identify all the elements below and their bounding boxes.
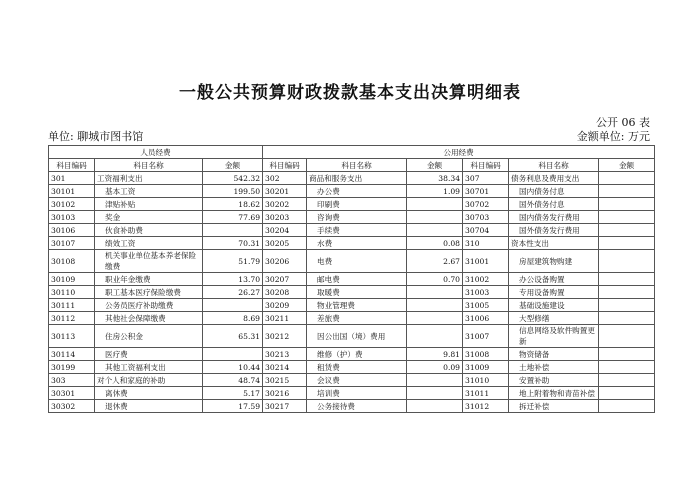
item-code-cell: 30108 (49, 250, 95, 273)
amount-cell: 0.08 (407, 237, 463, 250)
amount-cell (599, 211, 655, 224)
group-header-row (49, 146, 655, 159)
item-code-cell: 301 (49, 172, 95, 185)
item-name-cell: 信息网络及软件购置更新 (509, 325, 599, 348)
item-code-cell: 31008 (463, 348, 509, 361)
amount-cell (599, 348, 655, 361)
item-name-cell: 差旅费 (307, 312, 407, 325)
amount-cell (599, 374, 655, 387)
item-name-cell: 邮电费 (307, 273, 407, 286)
amount-cell: 17.59 (203, 400, 263, 413)
item-name-cell: 办公设备购置 (509, 273, 599, 286)
item-code-cell: 30208 (263, 286, 307, 299)
column-header-row (49, 159, 655, 172)
item-code-cell: 31012 (463, 400, 509, 413)
amount-cell (407, 224, 463, 237)
amount-cell (599, 185, 655, 198)
item-name-cell: 职工基本医疗保险缴费 (95, 286, 203, 299)
item-name-cell: 住房公积金 (95, 325, 203, 348)
item-code-cell: 31009 (463, 361, 509, 374)
item-name-cell: 咨询费 (307, 211, 407, 224)
col-header-amount: 金额 (203, 159, 263, 172)
item-code-cell: 30106 (49, 224, 95, 237)
amount-cell (407, 299, 463, 312)
item-code-cell: 30203 (263, 211, 307, 224)
table-row (49, 250, 655, 273)
item-name-cell: 其他工资福利支出 (95, 361, 203, 374)
amount-cell (599, 250, 655, 273)
col-header-code: 科目编码 (263, 159, 307, 172)
item-code-cell: 30109 (49, 273, 95, 286)
item-code-cell: 31010 (463, 374, 509, 387)
item-name-cell: 水费 (307, 237, 407, 250)
item-name-cell: 资本性支出 (509, 237, 599, 250)
amount-cell: 70.31 (203, 237, 263, 250)
amount-cell (407, 400, 463, 413)
amount-cell: 13.70 (203, 273, 263, 286)
item-name-cell: 租赁费 (307, 361, 407, 374)
item-code-cell: 30107 (49, 237, 95, 250)
item-name-cell: 土地补偿 (509, 361, 599, 374)
item-code-cell: 30703 (463, 211, 509, 224)
amount-cell (203, 299, 263, 312)
amount-cell (599, 224, 655, 237)
item-name-cell: 地上附着物和青苗补偿 (509, 387, 599, 400)
item-code-cell: 30215 (263, 374, 307, 387)
item-name-cell: 伙食补助费 (95, 224, 203, 237)
amount-cell (599, 325, 655, 348)
item-name-cell: 大型修缮 (509, 312, 599, 325)
item-name-cell: 公务接待费 (307, 400, 407, 413)
item-name-cell: 商品和服务支出 (307, 172, 407, 185)
item-code-cell: 302 (263, 172, 307, 185)
item-code-cell: 30216 (263, 387, 307, 400)
item-code-cell: 30211 (263, 312, 307, 325)
item-code-cell: 31007 (463, 325, 509, 348)
item-name-cell: 对个人和家庭的补助 (95, 374, 203, 387)
item-name-cell: 国内债务发行费用 (509, 211, 599, 224)
amount-cell (599, 299, 655, 312)
amount-cell: 38.34 (407, 172, 463, 185)
report-title: 一般公共预算财政拨款基本支出决算明细表 (179, 83, 521, 103)
item-name-cell: 机关事业单位基本养老保险缴费 (95, 250, 203, 273)
amount-cell: 1.09 (407, 185, 463, 198)
item-name-cell: 绩效工资 (95, 237, 203, 250)
item-code-cell: 30101 (49, 185, 95, 198)
item-code-cell: 31005 (463, 299, 509, 312)
item-name-cell: 物业管理费 (307, 299, 407, 312)
amount-cell (599, 273, 655, 286)
item-code-cell: 30206 (263, 250, 307, 273)
item-code-cell: 30301 (49, 387, 95, 400)
amount-cell: 0.09 (407, 361, 463, 374)
amount-cell (599, 198, 655, 211)
item-name-cell: 医疗费 (95, 348, 203, 361)
col-header-name: 科目名称 (307, 159, 407, 172)
item-name-cell: 培训费 (307, 387, 407, 400)
item-name-cell: 基本工资 (95, 185, 203, 198)
amount-cell (599, 312, 655, 325)
item-code-cell: 30199 (49, 361, 95, 374)
table-row (49, 400, 655, 413)
item-code-cell: 30102 (49, 198, 95, 211)
item-code-cell: 30702 (463, 198, 509, 211)
public-expense-header: 公用经费 (263, 146, 655, 159)
table-row (49, 325, 655, 348)
table-row (49, 387, 655, 400)
amount-cell (599, 400, 655, 413)
item-code-cell: 30207 (263, 273, 307, 286)
col-header-code: 科目编码 (49, 159, 95, 172)
table-row (49, 224, 655, 237)
item-code-cell: 30209 (263, 299, 307, 312)
item-name-cell: 房屋建筑物购建 (509, 250, 599, 273)
item-name-cell: 奖金 (95, 211, 203, 224)
item-code-cell: 30201 (263, 185, 307, 198)
item-name-cell: 公务员医疗补助缴费 (95, 299, 203, 312)
item-name-cell: 拆迁补偿 (509, 400, 599, 413)
amount-cell (599, 361, 655, 374)
amount-cell (407, 312, 463, 325)
item-code-cell: 307 (463, 172, 509, 185)
item-name-cell: 物资储备 (509, 348, 599, 361)
item-name-cell: 国外债务发行费用 (509, 224, 599, 237)
amount-cell: 0.70 (407, 273, 463, 286)
item-name-cell: 专用设备购置 (509, 286, 599, 299)
table-row (49, 299, 655, 312)
item-code-cell: 31001 (463, 250, 509, 273)
amount-cell: 9.81 (407, 348, 463, 361)
amount-unit-label: 金额单位: 万元 (576, 130, 650, 143)
item-code-cell: 31002 (463, 273, 509, 286)
item-name-cell: 基础设施建设 (509, 299, 599, 312)
personnel-expense-header: 人员经费 (49, 146, 263, 159)
item-name-cell: 国内债务付息 (509, 185, 599, 198)
item-code-cell: 31011 (463, 387, 509, 400)
table-row (49, 273, 655, 286)
amount-cell (599, 387, 655, 400)
item-name-cell: 会议费 (307, 374, 407, 387)
item-code-cell: 30114 (49, 348, 95, 361)
item-name-cell: 印刷费 (307, 198, 407, 211)
table-row (49, 361, 655, 374)
item-code-cell: 30103 (49, 211, 95, 224)
amount-cell: 10.44 (203, 361, 263, 374)
amount-cell: 2.67 (407, 250, 463, 273)
table-row (49, 348, 655, 361)
item-code-cell: 30202 (263, 198, 307, 211)
item-code-cell: 30113 (49, 325, 95, 348)
item-code-cell: 303 (49, 374, 95, 387)
item-code-cell: 30701 (463, 185, 509, 198)
amount-cell: 26.27 (203, 286, 263, 299)
unit-label: 单位: 聊城市图书馆 (48, 130, 144, 143)
expenditure-table (48, 145, 655, 413)
amount-cell (407, 325, 463, 348)
item-code-cell: 30214 (263, 361, 307, 374)
item-code-cell: 30212 (263, 325, 307, 348)
amount-cell (599, 286, 655, 299)
amount-cell: 48.74 (203, 374, 263, 387)
col-header-name: 科目名称 (509, 159, 599, 172)
item-name-cell: 安置补助 (509, 374, 599, 387)
amount-cell: 65.31 (203, 325, 263, 348)
table-row (49, 198, 655, 211)
item-name-cell: 其他社会保障缴费 (95, 312, 203, 325)
amount-cell (599, 172, 655, 185)
amount-cell (407, 374, 463, 387)
item-name-cell: 办公费 (307, 185, 407, 198)
amount-cell: 542.32 (203, 172, 263, 185)
amount-cell: 199.50 (203, 185, 263, 198)
table-row (49, 374, 655, 387)
amount-cell: 5.17 (203, 387, 263, 400)
amount-cell: 51.79 (203, 250, 263, 273)
item-code-cell: 30302 (49, 400, 95, 413)
item-name-cell: 维修（护）费 (307, 348, 407, 361)
table-row (49, 286, 655, 299)
amount-cell (407, 286, 463, 299)
item-name-cell: 工资福利支出 (95, 172, 203, 185)
amount-cell (203, 348, 263, 361)
amount-cell (407, 211, 463, 224)
amount-cell (599, 237, 655, 250)
item-name-cell: 津贴补贴 (95, 198, 203, 211)
table-row (49, 312, 655, 325)
item-name-cell: 手续费 (307, 224, 407, 237)
item-name-cell: 因公出国（境）费用 (307, 325, 407, 348)
item-code-cell: 31006 (463, 312, 509, 325)
table-row (49, 237, 655, 250)
item-name-cell: 债务利息及费用支出 (509, 172, 599, 185)
item-code-cell: 30205 (263, 237, 307, 250)
item-name-cell: 退休费 (95, 400, 203, 413)
amount-cell (407, 198, 463, 211)
form-number: 公开 06 表 (596, 116, 650, 129)
item-code-cell: 30111 (49, 299, 95, 312)
item-code-cell: 30204 (263, 224, 307, 237)
table-row (49, 185, 655, 198)
item-code-cell: 30213 (263, 348, 307, 361)
amount-cell: 8.69 (203, 312, 263, 325)
item-name-cell: 取暖费 (307, 286, 407, 299)
item-code-cell: 30217 (263, 400, 307, 413)
table-row (49, 211, 655, 224)
amount-cell (203, 224, 263, 237)
item-name-cell: 离休费 (95, 387, 203, 400)
col-header-name: 科目名称 (95, 159, 203, 172)
amount-cell (407, 387, 463, 400)
item-code-cell: 30112 (49, 312, 95, 325)
item-name-cell: 国外债务付息 (509, 198, 599, 211)
amount-cell: 18.62 (203, 198, 263, 211)
item-code-cell: 30110 (49, 286, 95, 299)
col-header-code: 科目编码 (463, 159, 509, 172)
table-row (49, 172, 655, 185)
amount-cell: 77.69 (203, 211, 263, 224)
col-header-amount: 金额 (599, 159, 655, 172)
col-header-amount: 金额 (407, 159, 463, 172)
item-code-cell: 31003 (463, 286, 509, 299)
item-name-cell: 电费 (307, 250, 407, 273)
item-name-cell: 职业年金缴费 (95, 273, 203, 286)
item-code-cell: 30704 (463, 224, 509, 237)
item-code-cell: 310 (463, 237, 509, 250)
